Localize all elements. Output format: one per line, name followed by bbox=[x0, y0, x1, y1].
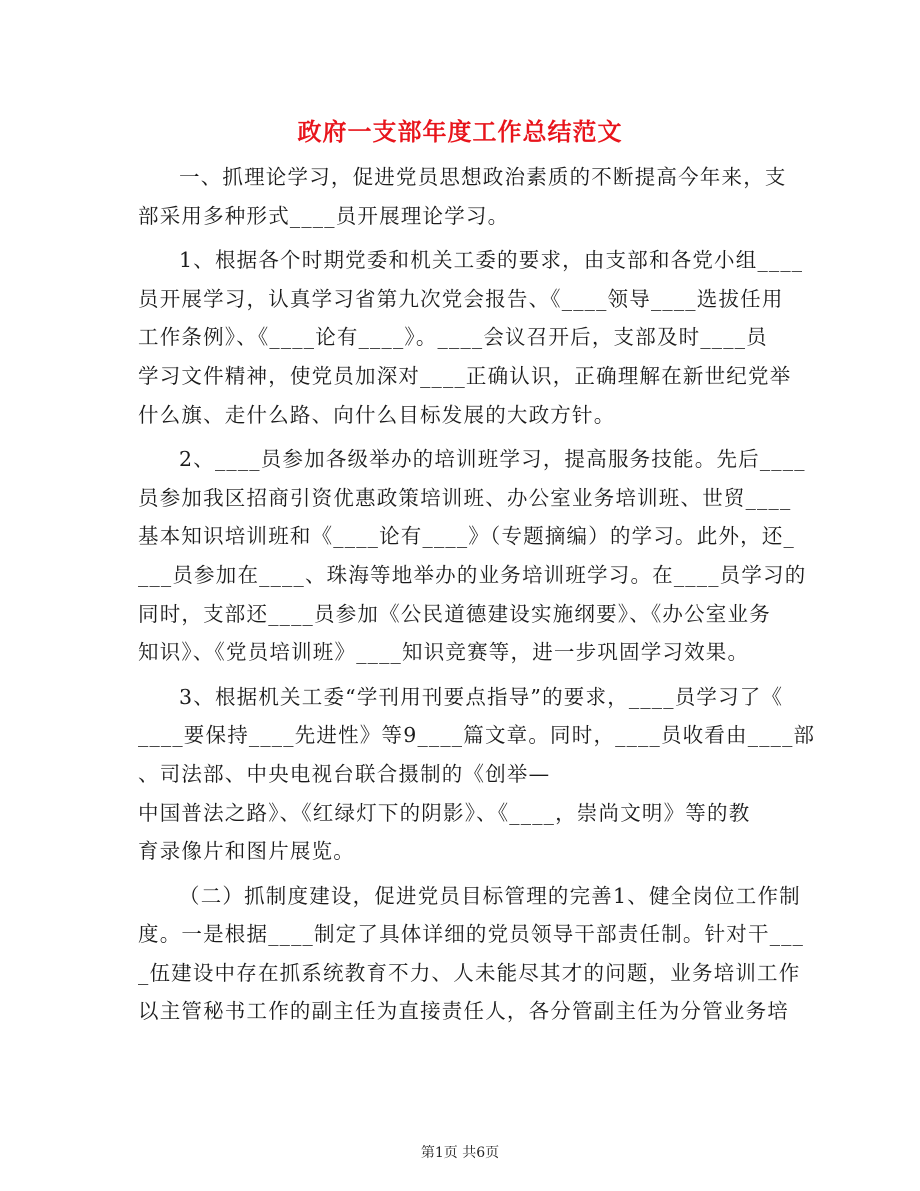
document-title: 政府一支部年度工作总结范文 bbox=[297, 117, 623, 146]
text-line: 中国普法之路》、《红绿灯下的阴影》、《____，崇尚文明》等的教 bbox=[138, 800, 751, 825]
text-line: ____要保持____先进性》等9____篇文章。同时，____员收看由____部 bbox=[138, 723, 816, 748]
text-line: 学习文件精神，使党员加深对____正确认识，正确理解在新世纪党举 bbox=[138, 363, 792, 388]
paragraph-5 bbox=[138, 877, 805, 1031]
paragraph-3 bbox=[138, 440, 807, 672]
text-line: 、司法部、中央电视台联合摄制的《创举— bbox=[138, 761, 551, 786]
text-line: ___员参加在____、珠海等地举办的业务培训班学习。在____员学习的 bbox=[138, 562, 807, 587]
paragraph-1 bbox=[138, 158, 786, 235]
paragraph-4 bbox=[138, 678, 816, 871]
text-line: 什么旗、走什么路、向什么目标发展的大政方针。 bbox=[138, 402, 616, 427]
text-line: 基本知识培训班和《____论有____》（专题摘编）的学习。此外，还_ bbox=[138, 524, 795, 549]
text-line: 3、根据机关工委“学刊用刊要点指导”的要求，____员学习了《 bbox=[179, 684, 784, 709]
text-line: 1、根据各个时期党委和机关工委的要求，由支部和各党小组____ bbox=[179, 248, 804, 273]
text-line: 育录像片和图片展览。 bbox=[138, 839, 355, 864]
text-line: 部采用多种形式____员开展理论学习。 bbox=[138, 203, 510, 228]
text-line: 员参加我区招商引资优惠政策培训班、办公室业务培训班、世贸____ bbox=[138, 485, 792, 510]
paragraph-2 bbox=[138, 241, 804, 434]
text-line: （二）抓制度建设，促进党员目标管理的完善1、健全岗位工作制 bbox=[179, 883, 801, 908]
text-line: 2、____员参加各级举办的培训班学习，提高服务技能。先后____ bbox=[179, 447, 806, 472]
text-line: _伍建设中存在抓系统教育不力、人未能尽其才的问题，业务培训工作 bbox=[138, 960, 801, 985]
text-line: 以主管秘书工作的副主任为直接责任人，各分管副主任为分管业务培 bbox=[138, 999, 789, 1024]
page-number: 第1页 共6页 bbox=[420, 1145, 500, 1161]
text-line: 同时，支部还____员参加《公民道德建设实施纲要》、《办公室业务 bbox=[138, 601, 771, 626]
text-line: 员开展学习，认真学习省第九次党会报告、《____领导____选拔任用 bbox=[138, 286, 784, 311]
document-body bbox=[138, 158, 816, 1031]
text-line: 知识》、《党员培训班》____知识竞赛等，进一步巩固学习效果。 bbox=[138, 640, 750, 665]
text-line: 度。一是根据____制定了具体详细的党员领导干部责任制。针对干___ bbox=[138, 922, 805, 947]
text-line: 工作条例》、《____论有____》。____会议召开后，支部及时____员 bbox=[138, 325, 768, 350]
text-line: 一、抓理论学习，促进党员思想政治素质的不断提高今年来，支 bbox=[179, 165, 787, 189]
